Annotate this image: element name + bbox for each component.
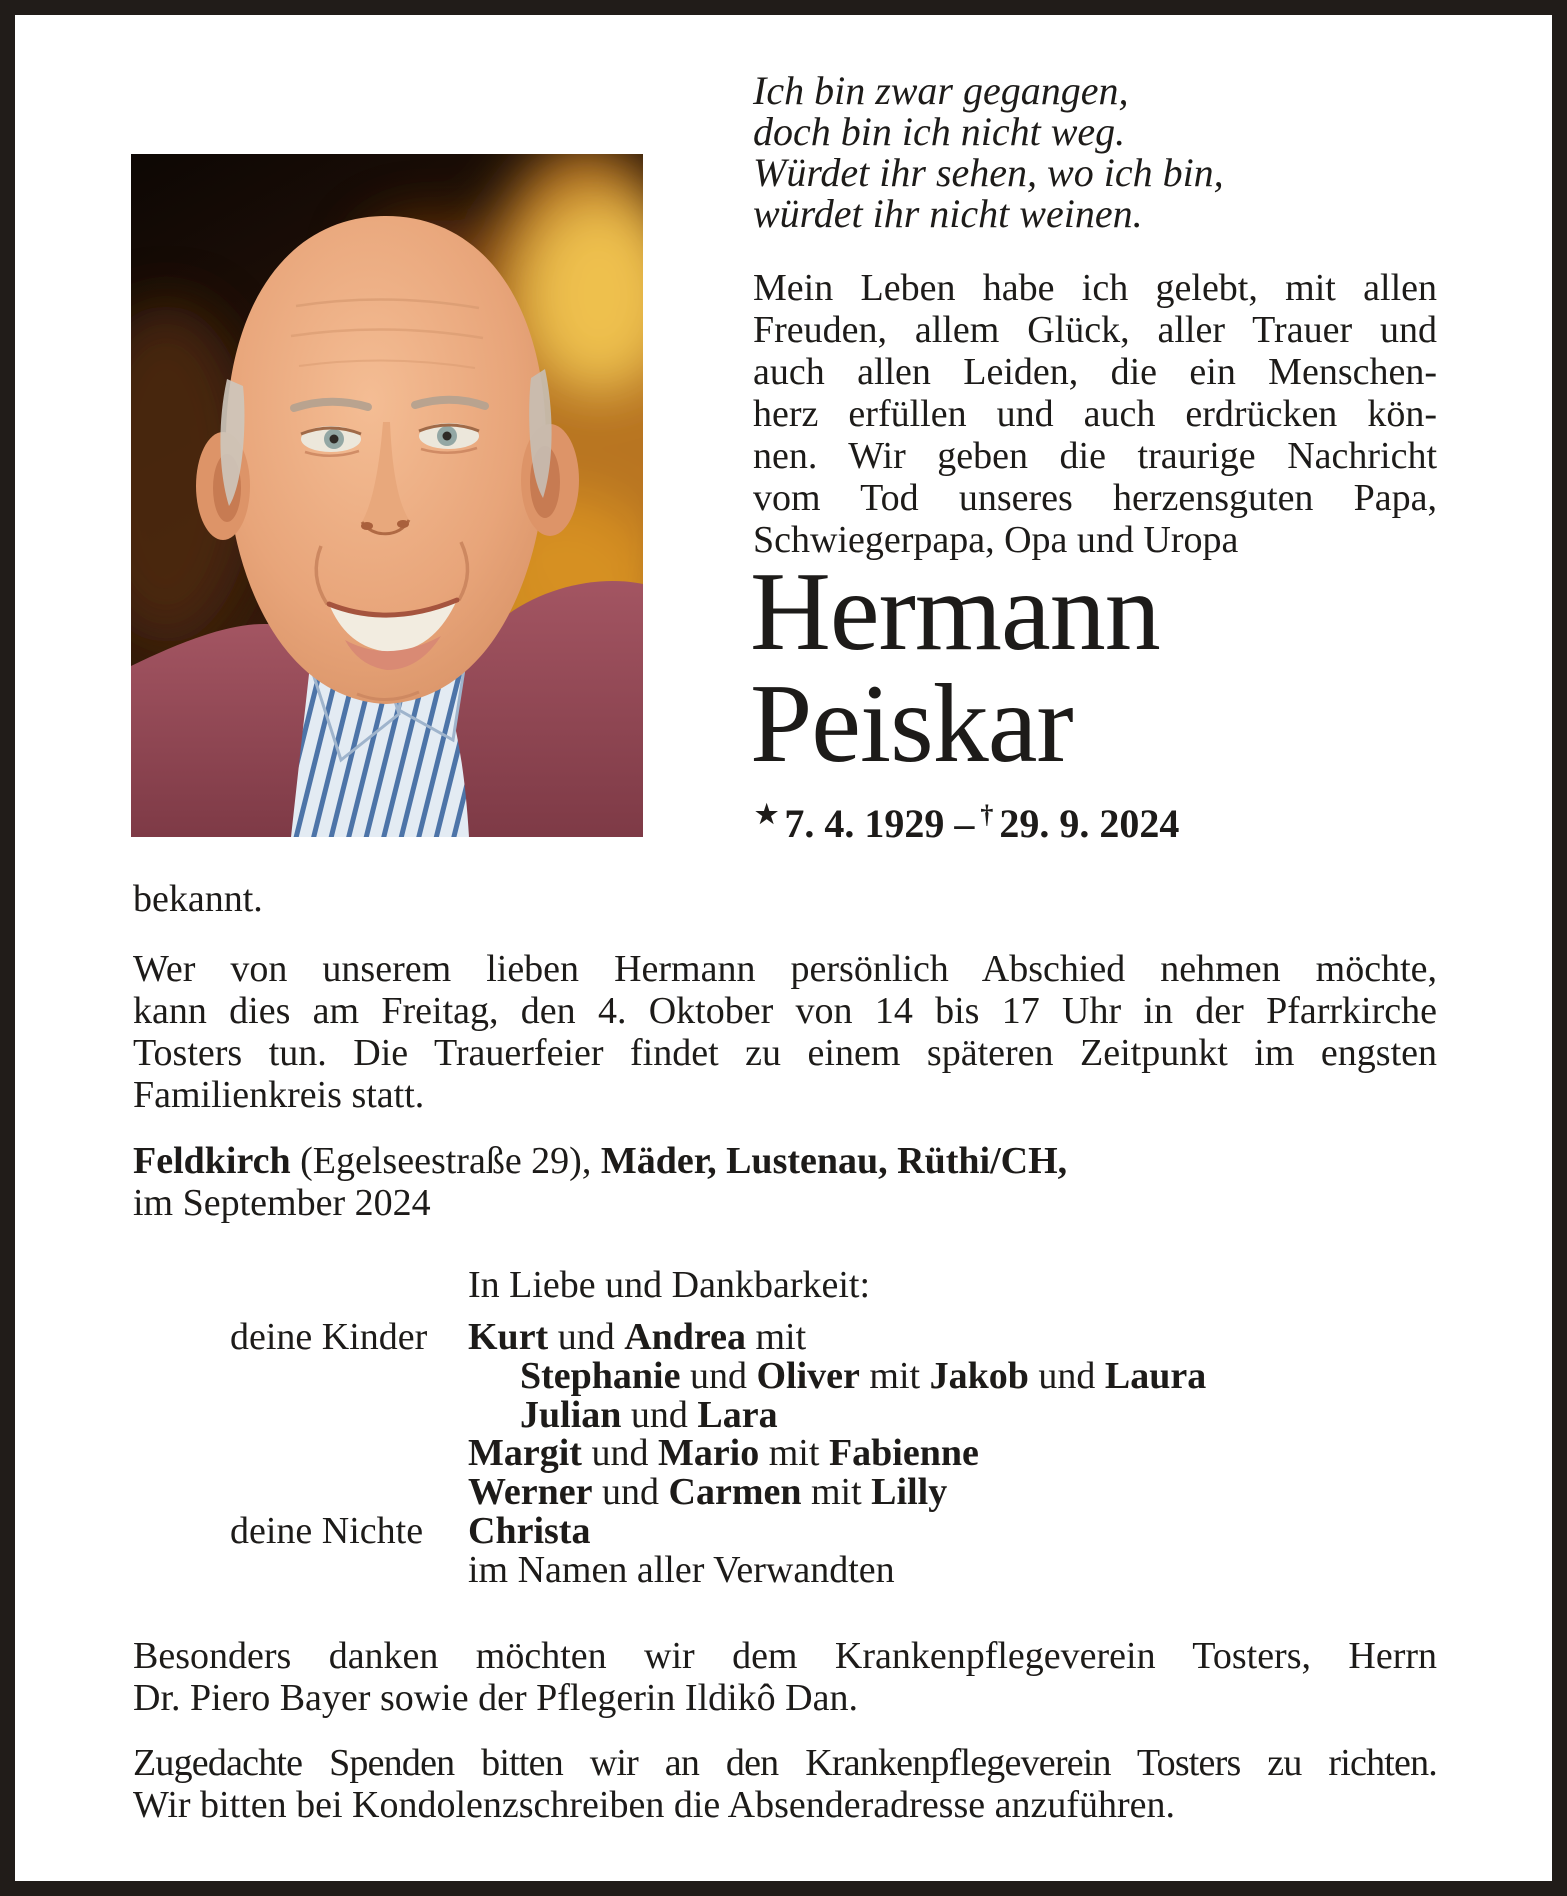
death-cross-icon: † — [980, 800, 994, 829]
life-dates — [755, 800, 1179, 847]
thanks-paragraph: Besonders danken möchten wir dem Krankenpflegeverein Tosters, Herrn Dr. Piero Bayer sowie der Pflegerin Ildikô Dan. — [133, 1635, 1437, 1719]
death-announcement: Mein Leben habe ich gelebt, mit allen Freuden, allem Glück, aller Trauer und auch allen Leiden, die ein Menschen- herz erfüllen und auch erdrücken kön- nen. Wir geben die traurige Nachricht vom Tod unseres herzensguten Papa, Schwiegerpapa, Opa und Uropa — [753, 267, 1437, 561]
family-list — [230, 1318, 1206, 1590]
family-label: deine Kinder — [230, 1316, 428, 1358]
closing-heading: In Liebe und Dankbarkeit: — [468, 1264, 871, 1306]
family-row: Julian und Lara — [520, 1393, 778, 1436]
family-row: im Namen aller Verwandten — [468, 1548, 895, 1591]
dates-separator: – — [954, 801, 975, 846]
death-date: 29. 9. 2024 — [999, 801, 1180, 846]
birth-star-icon: ★ — [755, 800, 779, 829]
poem-line: würdet ihr nicht weinen. — [753, 191, 1143, 236]
family-row: Margit und Mario mit Fabienne — [468, 1432, 979, 1475]
elderly-man-photo — [131, 154, 643, 837]
deceased-first-name: Hermann — [750, 550, 1160, 674]
family-row: Werner und Carmen mit Lilly — [468, 1471, 948, 1514]
places-line — [133, 1140, 1067, 1224]
donations-paragraph: Zugedachte Spenden bitten wir an den Krankenpflegeverein Tosters zu richten. Wir bitten bei Kondolenzschreiben die Absenderadresse anzuführen. — [133, 1742, 1437, 1826]
poem-line: doch bin ich nicht weg. — [753, 109, 1126, 154]
portrait-photo — [131, 154, 643, 837]
family-label: deine Nichte — [230, 1509, 424, 1552]
poem-line: Ich bin zwar gegangen, — [753, 68, 1129, 113]
places-month: im September 2024 — [133, 1182, 431, 1224]
family-row: Stephanie und Oliver mit Jakob und Laura — [520, 1354, 1207, 1397]
family-row: deine Nichte Christa — [230, 1509, 591, 1552]
birth-date: 7. 4. 1929 — [784, 801, 945, 846]
announcement-continuation: bekannt. — [133, 878, 263, 920]
places-cities: Feldkirch (Egelseestraße 29), Mäder, Lustenau, Rüthi/CH, — [133, 1140, 1068, 1182]
family-row: deine Kinder Kurt und Andrea mit — [230, 1316, 807, 1358]
deceased-name — [750, 550, 1160, 786]
deceased-last-name: Peiskar — [750, 662, 1073, 786]
farewell-paragraph: Wer von unserem lieben Hermann persönlich Abschied nehmen möchte, kann dies am Freitag, den 4. Oktober von 14 bis 17 Uhr in der Pfarrkirche Tosters tun. Die Trauerfeier findet zu einem späteren Zeitpunkt im engsten Familienkreis statt. — [133, 948, 1437, 1116]
memorial-poem — [753, 70, 1224, 234]
poem-line: Würdet ihr sehen, wo ich bin, — [753, 150, 1224, 195]
